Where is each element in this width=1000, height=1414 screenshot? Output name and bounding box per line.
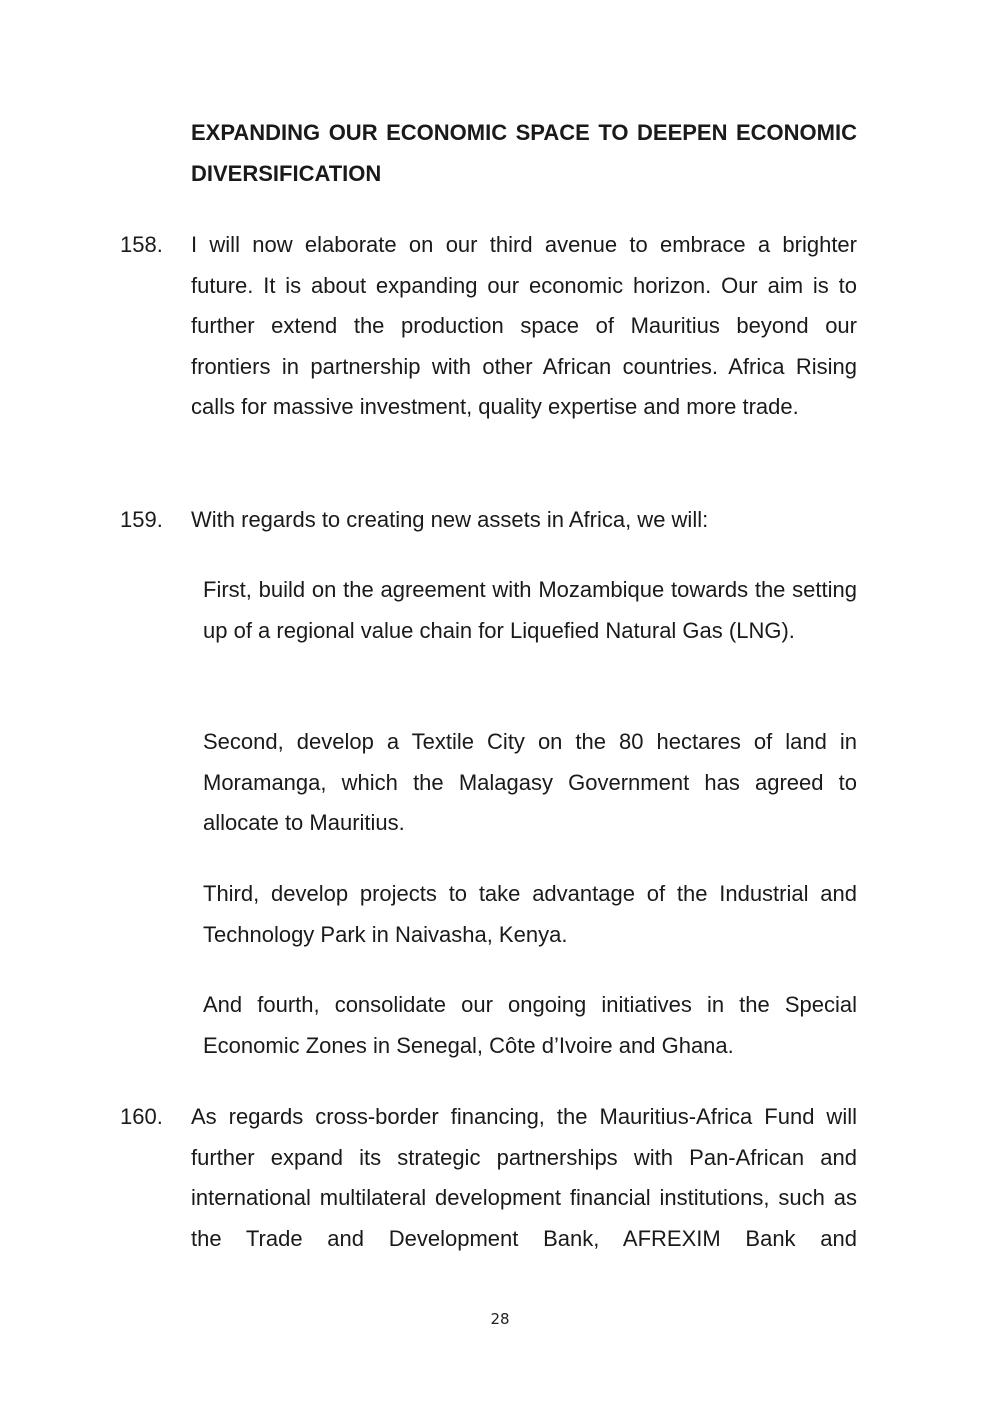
paragraph-text: I will now elaborate on our third avenue to embrace a brighter future. It is about expanding our economic horizon. Our aim is to further extend the production space of Mauritius beyond our frontiers in partnership with other African countries. Africa Rising calls for massive investment, quality expertise and more trade. bbox=[191, 232, 857, 419]
section-heading: EXPANDING OUR ECONOMIC SPACE TO DEEPEN ECONOMIC DIVERSIFICATION bbox=[191, 120, 857, 186]
paragraph-number: 159. bbox=[120, 507, 163, 532]
paragraph-text: With regards to creating new assets in Africa, we will: bbox=[191, 507, 709, 532]
list-item-second: Second, develop a Textile City on the 80 hectares of land in Moramanga, which the Malagasy Government has agreed to allocate to Mauritius. bbox=[203, 729, 857, 835]
list-item-third: Third, develop projects to take advantage of the Industrial and Technology Park in Naivasha, Kenya. bbox=[203, 881, 857, 947]
paragraph-text: As regards cross-border financing, the Mauritius-Africa Fund will further expand its strategic partnerships with Pan-African and international multilateral development financial institutions, such as the Trade and Development Bank, AFREXIM Bank and bbox=[191, 1104, 857, 1251]
paragraph-number: 160. bbox=[120, 1104, 163, 1129]
list-item-first: First, build on the agreement with Mozambique towards the setting up of a regional value chain for Liquefied Natural Gas (LNG). bbox=[203, 577, 857, 643]
paragraph-number: 158. bbox=[120, 232, 163, 257]
page-number: 28 bbox=[490, 1310, 510, 1328]
list-item-fourth: And fourth, consolidate our ongoing initiatives in the Special Economic Zones in Senegal, Côte d’Ivoire and Ghana. bbox=[203, 992, 857, 1058]
